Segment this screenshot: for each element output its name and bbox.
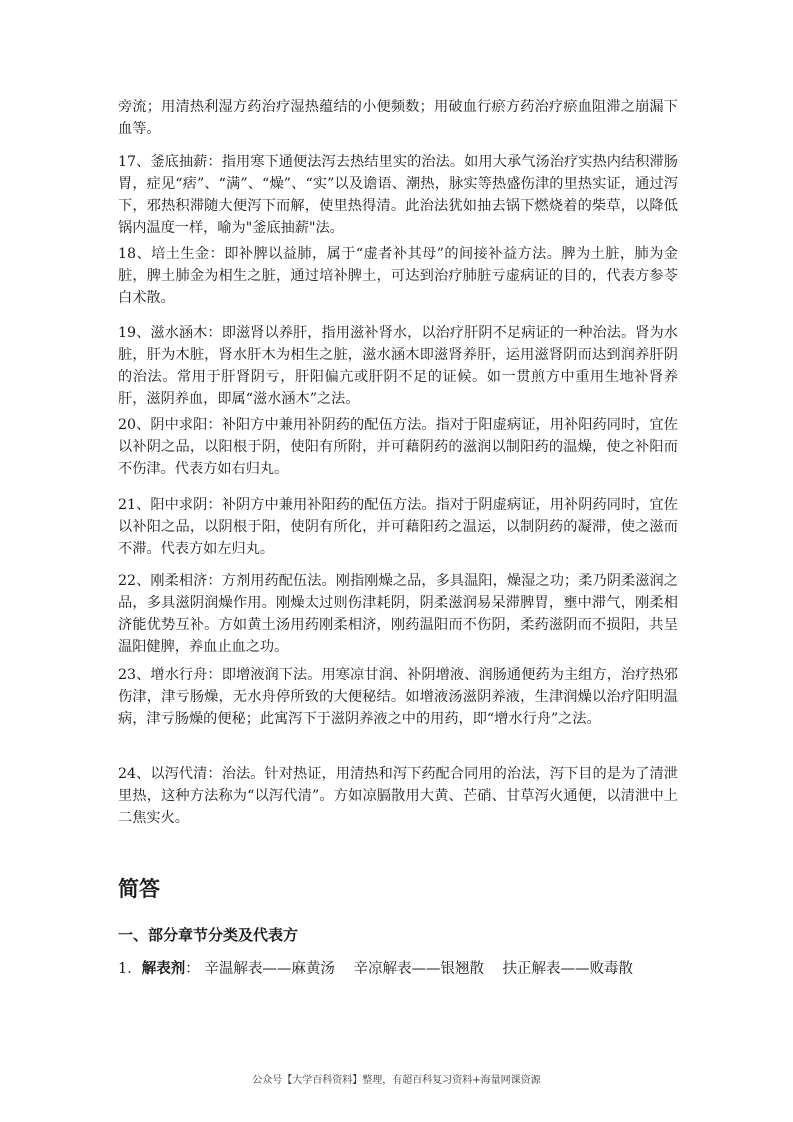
paragraph-20: 20、阴中求阳：补阳方中兼用补阴药的配伍方法。指对于阳虚病证，用补阳药同时，宜佐以补阴之品，以阳根于阴，使阳有所附，并可藉阴药的滋润以制阳药的温燥，使之补阳而不伤津。代表方如右归丸。 <box>118 417 678 477</box>
paragraph-19: 19、滋水涵木：即滋肾以养肝，指用滋补肾水，以治疗肝阴不足病证的一种治法。肾为水脏，肝为木脏，肾水肝木为相生之脏，滋水涵木即滋肾养肝，运用滋肾阴而达到润养肝阴的治法。常用于肝肾阴亏，肝阳偏亢或肝阴不足的证候。如一贯煎方中重用生地补肾养肝，滋阴养血，即属“滋水涵木”之法。 <box>118 325 678 407</box>
paragraph-21: 21、阳中求阴：补阴方中兼用补阳药的配伍方法。指对于阴虚病证，用补阴药同时，宜佐以补阳之品，以阴根于阳，使阴有所化，并可藉阳药之温运，以制阴药的凝滞，使之滋而不滞。代表方如左归丸。 <box>118 497 678 557</box>
subheading: 一、部分章节分类及代表方 <box>118 926 299 944</box>
paragraph-22: 22、刚柔相济：方剂用药配伍法。刚指刚燥之品，多具温阳，燥湿之功；柔乃阴柔滋润之品，多具滋阴润燥作用。刚燥太过则伤津耗阴，阴柔滋润易呆滞脾胃，壅中滞气，刚柔相济能优势互补。方如黄土汤用药刚柔相济，刚药温阳而不伤阴，柔药滋阴而不损阳，共呈温阳健脾，养血止血之功。 <box>118 573 678 655</box>
item-entry: 辛凉解表——银翘散 <box>353 961 484 977</box>
item-number: 1． <box>118 961 142 977</box>
paragraph-23: 23、增水行舟：即增液润下法。用寒凉甘润、补阴增液、润肠通便药为主组方，治疗热邪伤津，津亏肠燥，无水舟停所致的大便秘结。如增液汤滋阴养液，生津润燥以治疗阳明温病，津亏肠燥的便秘；此寓泻下于滋阴养液之中的用药，即“增水行舟”之法。 <box>118 667 678 727</box>
item-colon: ： <box>185 961 200 977</box>
item-label: 解表剂 <box>141 961 186 977</box>
list-item-1 <box>118 957 633 978</box>
item-entry: 辛温解表——麻黄汤 <box>204 961 335 977</box>
paragraph-continuation: 旁流；用清热利湿方药治疗湿热蕴结的小便频数；用破血行瘀方药治疗瘀血阻滞之崩漏下血等。 <box>118 99 678 137</box>
paragraph-17: 17、釜底抽薪：指用寒下通便法泻去热结里实的治法。如用大承气汤治疗实热内结积滞肠胃，症见“痞”、“满”、“燥”、“实”以及谵语、潮热，脉实等热盛伤津的里热实证，通过泻下，邪热积滞随大便泻下而解，使里热得清。此治法犹如抽去锅下燃烧着的柴草，以降低锅内温度一样，喻为"釜底抽薪"法。 <box>118 154 678 236</box>
item-entry: 扶正解表——败毒散 <box>502 961 634 977</box>
page-footer: 公众号【大学百科资料】整理，有超百科复习资料+海量网课资源 <box>252 1075 541 1086</box>
paragraph-18: 18、培土生金：即补脾以益肺，属于“虚者补其母”的间接补益方法。脾为土脏，肺为金脏，脾土肺金为相生之脏，通过培补脾土，可达到治疗肺脏亏虚病证的目的，代表方参苓白术散。 <box>118 246 678 306</box>
paragraph-24: 24、以泻代清：治法。针对热证，用清热和泻下药配合同用的治法，泻下目的是为了清泄里热，这种方法称为“以泻代清”。方如凉膈散用大黄、芒硝、甘草泻火通便，以清泄中上二焦实火。 <box>118 766 678 826</box>
section-title: 简答 <box>118 877 160 901</box>
